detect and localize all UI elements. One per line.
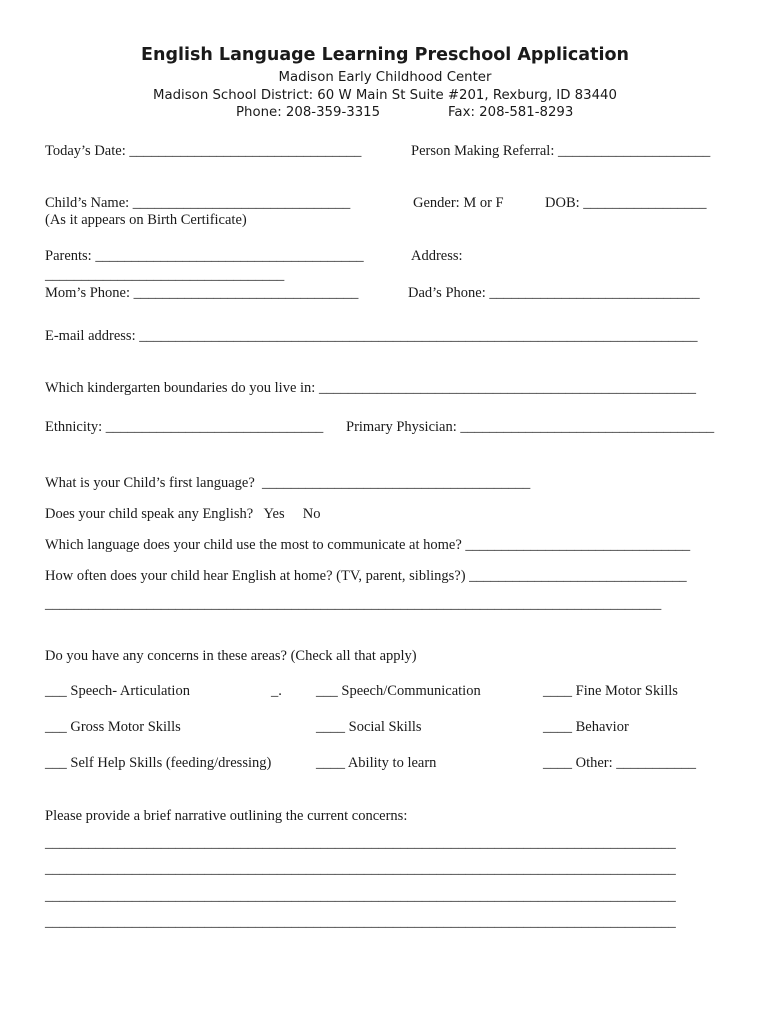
district-address: Madison School District: 60 W Main St Suite #201, Rexburg, ID 83440 xyxy=(153,88,617,103)
checkbox-self-help[interactable]: ___ Self Help Skills (feeding/dressing) xyxy=(45,755,272,771)
ethnicity-field[interactable]: Ethnicity: ______________________________ xyxy=(45,419,324,435)
narrative-line[interactable]: _______________________________________________________________________________________ xyxy=(45,914,676,930)
hear-english-line-2[interactable]: _____________________________________________________________________________________ xyxy=(45,596,662,612)
narrative-line[interactable]: _______________________________________________________________________________________ xyxy=(45,888,676,904)
moms-phone-field[interactable]: Mom’s Phone: _______________________________ xyxy=(45,285,359,301)
address-field[interactable]: Address: xyxy=(411,248,463,264)
phone-number: Phone: 208-359-3315 xyxy=(236,105,381,120)
checkbox-gross-motor[interactable]: ___ Gross Motor Skills xyxy=(45,719,181,735)
home-language-field[interactable]: Which language does your child use the most to communicate at home? _______________________________ xyxy=(45,537,691,553)
physician-field[interactable]: Primary Physician: ___________________________________ xyxy=(346,419,715,435)
checkbox-speech-communication[interactable]: ___ Speech/Communication xyxy=(316,683,481,699)
center-name: Madison Early Childhood Center xyxy=(278,70,492,85)
checkbox-social-skills[interactable]: ____ Social Skills xyxy=(316,719,422,735)
checkbox-other[interactable]: ____ Other: ___________ xyxy=(543,755,697,771)
kindergarten-field[interactable]: Which kindergarten boundaries do you live in: ____________________________________________________ xyxy=(45,380,696,396)
dads-phone-field[interactable]: Dad’s Phone: _____________________________ xyxy=(408,285,700,301)
checkbox-ability-to-learn[interactable]: ____ Ability to learn xyxy=(316,755,437,771)
narrative-prompt: Please provide a brief narrative outlining the current concerns: xyxy=(45,808,408,824)
narrative-line[interactable]: _______________________________________________________________________________________ xyxy=(45,835,676,851)
first-language-field[interactable]: What is your Child’s first language? _____________________________________ xyxy=(45,475,531,491)
form-title: English Language Learning Preschool Application xyxy=(141,45,629,65)
birth-certificate-note: (As it appears on Birth Certificate) xyxy=(45,212,247,228)
checkbox-fine-motor[interactable]: ____ Fine Motor Skills xyxy=(543,683,678,699)
gender-field[interactable]: Gender: M or F xyxy=(413,195,504,211)
stray-mark: _. xyxy=(271,683,282,699)
concerns-question: Do you have any concerns in these areas? (Check all that apply) xyxy=(45,648,417,664)
hear-english-field[interactable]: How often does your child hear English at home? (TV, parent, siblings?) ______________________________ xyxy=(45,568,687,584)
fax-number: Fax: 208-581-8293 xyxy=(448,105,574,120)
childs-name-field[interactable]: Child’s Name: ______________________________ xyxy=(45,195,351,211)
narrative-line[interactable]: _______________________________________________________________________________________ xyxy=(45,861,676,877)
address-line-2[interactable]: _________________________________ xyxy=(45,267,285,283)
todays-date-field[interactable]: Today’s Date: ________________________________ xyxy=(45,143,362,159)
email-field[interactable]: E-mail address: _____________________________________________________________________________ xyxy=(45,328,698,344)
checkbox-speech-articulation[interactable]: ___ Speech- Articulation xyxy=(45,683,190,699)
speak-english-question[interactable]: Does your child speak any English? Yes No xyxy=(45,506,321,522)
parents-field[interactable]: Parents: _____________________________________ xyxy=(45,248,364,264)
person-referral-field[interactable]: Person Making Referral: _____________________ xyxy=(411,143,711,159)
checkbox-behavior[interactable]: ____ Behavior xyxy=(543,719,629,735)
dob-field[interactable]: DOB: _________________ xyxy=(545,195,707,211)
